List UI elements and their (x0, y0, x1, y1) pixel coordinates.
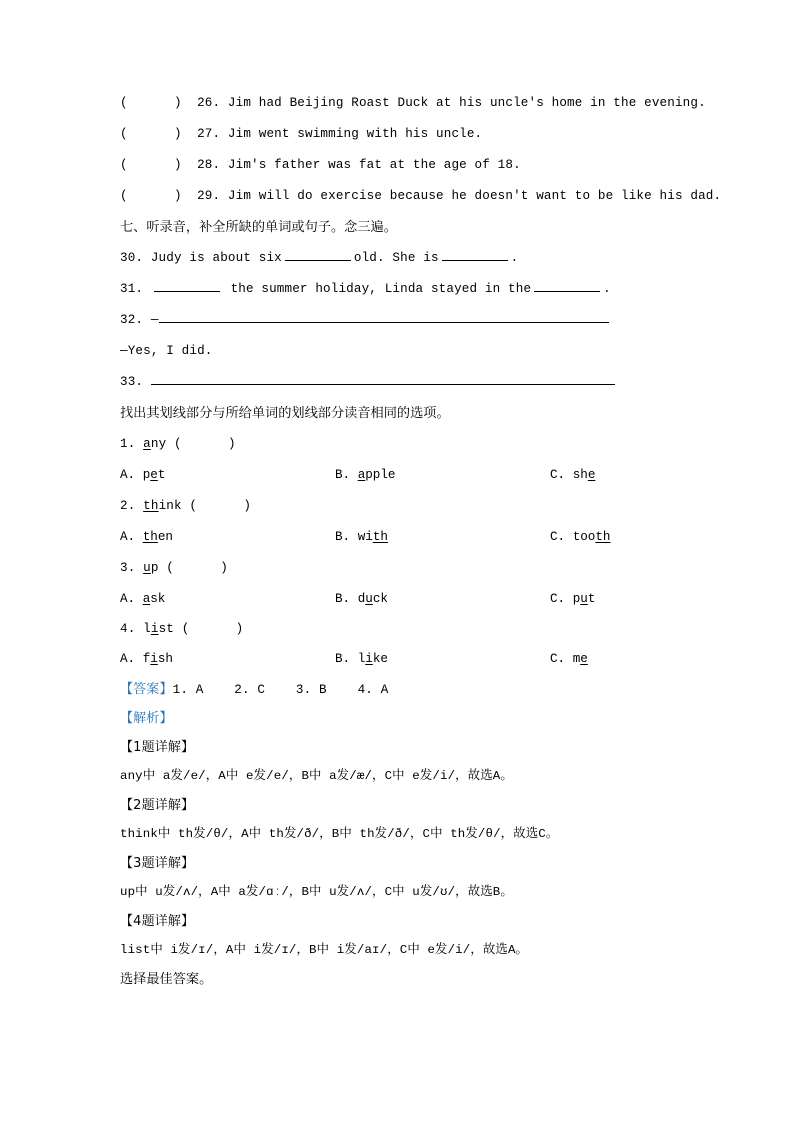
item-text: Jim went swimming with his uncle. (227, 127, 483, 141)
option-underlined: e (580, 652, 588, 666)
option-prefix: m (572, 652, 581, 666)
item-number: 28. (197, 158, 221, 172)
option-underlined: a (357, 468, 366, 482)
true-false-item (120, 150, 674, 181)
detail-body: list中 i发/ɪ/，A中 i发/ɪ/，B中 i发/aɪ/，C中 e发/i/，故选A。 (120, 943, 529, 957)
stem-underlined: a (143, 437, 151, 451)
spacer (135, 499, 143, 513)
option-c[interactable] (550, 522, 611, 553)
option-suffix: ke (372, 652, 388, 666)
option-letter: C. (550, 530, 566, 544)
spacer (565, 468, 573, 482)
fill-blank[interactable] (154, 278, 220, 292)
phonics-instruction: 找出其划线部分与所给单词的划线部分读音相同的选项。 (120, 406, 450, 421)
phonics-options (120, 644, 674, 675)
option-letter: A. (120, 652, 136, 666)
answer-values: 1. A 2. C 3. B 4. A (172, 683, 389, 697)
phonics-question (120, 429, 674, 460)
answer-bracket[interactable]: ( ) (120, 127, 198, 141)
spacer (565, 652, 573, 666)
question-30 (120, 243, 674, 274)
item-number: 33. (120, 375, 144, 389)
spacer (143, 282, 151, 296)
item-number: 31. (120, 282, 144, 296)
question-text-part: old. She is (353, 251, 439, 265)
fill-blank[interactable] (442, 247, 508, 261)
stem-suffix: ink (158, 499, 182, 513)
phonics-options (120, 460, 674, 491)
stem-suffix: ny (150, 437, 167, 451)
phonics-question (120, 491, 674, 522)
option-letter: C. (550, 592, 566, 606)
stem-suffix: st (158, 622, 174, 636)
option-underlined: i (365, 652, 373, 666)
spacer (135, 592, 143, 606)
option-suffix: t (157, 468, 166, 482)
option-underlined: th (372, 530, 388, 544)
detail-body: any中 a发/e/，A中 e发/e/，B中 a发/æ/，C中 e发/i/，故选A。 (120, 769, 513, 783)
spacer (143, 375, 151, 389)
option-suffix: en (157, 530, 173, 544)
spacer (565, 592, 573, 606)
question-31 (120, 274, 674, 305)
item-number: 29. (197, 189, 221, 203)
spacer (135, 561, 143, 575)
detail-header: 【4题详解】 (120, 914, 195, 929)
detail-header: 【3题详解】 (120, 856, 195, 871)
option-underlined: u (580, 592, 588, 606)
option-prefix: p (142, 468, 151, 482)
spacer (220, 127, 228, 141)
option-c[interactable] (550, 460, 595, 491)
option-prefix: sh (572, 468, 588, 482)
true-false-item (120, 119, 674, 150)
option-suffix: sh (157, 652, 173, 666)
option-suffix: ck (372, 592, 388, 606)
option-suffix: sk (150, 592, 166, 606)
option-prefix: wi (357, 530, 373, 544)
spacer (220, 158, 228, 172)
option-prefix: too (572, 530, 596, 544)
option-prefix: f (142, 652, 151, 666)
spacer (135, 468, 143, 482)
option-c[interactable] (550, 584, 595, 615)
option-letter: B. (335, 592, 351, 606)
question-32 (120, 305, 674, 336)
spacer (565, 530, 573, 544)
option-a[interactable] (120, 644, 173, 675)
answer-paren[interactable]: ( ) (174, 437, 236, 451)
detail-header: 【2题详解】 (120, 798, 195, 813)
option-letter: A. (120, 530, 136, 544)
item-text: Jim had Beijing Roast Duck at his uncle's home in the evening. (227, 96, 706, 110)
option-prefix: l (357, 652, 366, 666)
answer-tag: 【答案】 (120, 682, 173, 697)
spacer (350, 530, 358, 544)
phonics-question (120, 615, 674, 644)
true-false-item (120, 181, 722, 212)
item-number: 27. (197, 127, 221, 141)
question-text-part: . (510, 251, 519, 265)
spacer (166, 437, 174, 451)
item-number: 26. (197, 96, 221, 110)
question-text-part: Judy is about six (150, 251, 282, 265)
question-text-part: . (603, 282, 611, 296)
question-text-part: the summer holiday, Linda stayed in the (230, 282, 532, 296)
answer-bracket[interactable]: ( ) (120, 189, 198, 203)
spacer (220, 189, 228, 203)
answer-row (120, 675, 674, 704)
option-underlined: a (142, 592, 151, 606)
spacer (143, 251, 151, 265)
option-b[interactable] (335, 584, 388, 615)
stem-underlined: u (143, 561, 151, 575)
item-number: 3. (120, 561, 136, 575)
item-number: 30. (120, 251, 144, 265)
option-underlined: e (587, 468, 596, 482)
option-a[interactable] (120, 460, 165, 491)
answer-paren[interactable]: ( ) (189, 499, 252, 513)
phonics-question (120, 553, 674, 584)
answer-paren[interactable]: ( ) (166, 561, 228, 575)
answer-bracket[interactable]: ( ) (120, 158, 198, 172)
question-33 (120, 367, 674, 398)
stem-underlined: i (150, 622, 159, 636)
fill-blank[interactable] (285, 247, 351, 261)
spacer (220, 96, 228, 110)
option-c[interactable] (550, 644, 588, 675)
spacer (135, 437, 143, 451)
item-number: 2. (120, 499, 136, 513)
option-prefix: p (572, 592, 581, 606)
analysis-tag: 【解析】 (120, 711, 173, 726)
answer-paren[interactable]: ( ) (181, 622, 244, 636)
question-32-answer: —Yes, I did. (120, 344, 213, 358)
option-a[interactable] (120, 584, 165, 615)
spacer (135, 652, 143, 666)
section-seven-heading: 七、听录音，补全所缺的单词或句子。念三遍。 (120, 220, 397, 235)
fill-blank[interactable] (534, 278, 600, 292)
item-number: 1. (120, 437, 136, 451)
spacer (135, 530, 143, 544)
option-letter: C. (550, 652, 566, 666)
detail-header: 【1题详解】 (120, 740, 195, 755)
stem-prefix: l (143, 622, 151, 636)
answer-rule[interactable] (159, 310, 609, 323)
option-letter: A. (120, 468, 136, 482)
detail-body: up中 u发/ʌ/，A中 a发/ɑː/，B中 u发/ʌ/，C中 u发/ʊ/，故选B。 (120, 885, 513, 899)
true-false-item (120, 88, 706, 119)
option-letter: A. (120, 592, 136, 606)
answer-rule[interactable] (151, 372, 615, 385)
option-underlined: th (142, 530, 158, 544)
option-prefix: d (357, 592, 366, 606)
spacer (135, 622, 143, 636)
spacer (350, 652, 358, 666)
spacer (143, 313, 151, 327)
option-underlined: th (595, 530, 611, 544)
detail-body: think中 th发/θ/，A中 th发/ð/，B中 th发/ð/，C中 th发/θ/，故选C。 (120, 827, 559, 841)
option-letter: B. (335, 468, 351, 482)
option-underlined: u (365, 592, 373, 606)
spacer (350, 468, 358, 482)
option-suffix: t (587, 592, 596, 606)
option-letter: B. (335, 530, 351, 544)
item-number: 4. (120, 622, 136, 636)
spacer (350, 592, 358, 606)
phonics-options (120, 584, 674, 615)
spacer (223, 282, 231, 296)
item-text: Jim's father was fat at the age of 18. (227, 158, 521, 172)
analysis-row (120, 704, 674, 733)
stem-suffix: p (150, 561, 159, 575)
option-b[interactable] (335, 644, 388, 675)
stem-underlined: th (143, 499, 159, 513)
option-a[interactable] (120, 522, 173, 553)
phonics-options (120, 522, 674, 553)
spacer (174, 622, 182, 636)
option-b[interactable] (335, 460, 395, 491)
item-text: Jim will do exercise because he doesn't want to be like his dad. (227, 189, 722, 203)
true-false-group (120, 88, 722, 212)
option-letter: B. (335, 652, 351, 666)
dialogue-dash: — (150, 313, 159, 327)
option-suffix: pple (365, 468, 396, 482)
answer-bracket[interactable]: ( ) (120, 96, 198, 110)
option-letter: C. (550, 468, 566, 482)
closing-note: 选择最佳答案。 (120, 972, 213, 987)
option-b[interactable] (335, 522, 388, 553)
option-underlined: i (150, 652, 158, 666)
option-underlined: e (150, 468, 158, 482)
item-number: 32. (120, 313, 144, 327)
